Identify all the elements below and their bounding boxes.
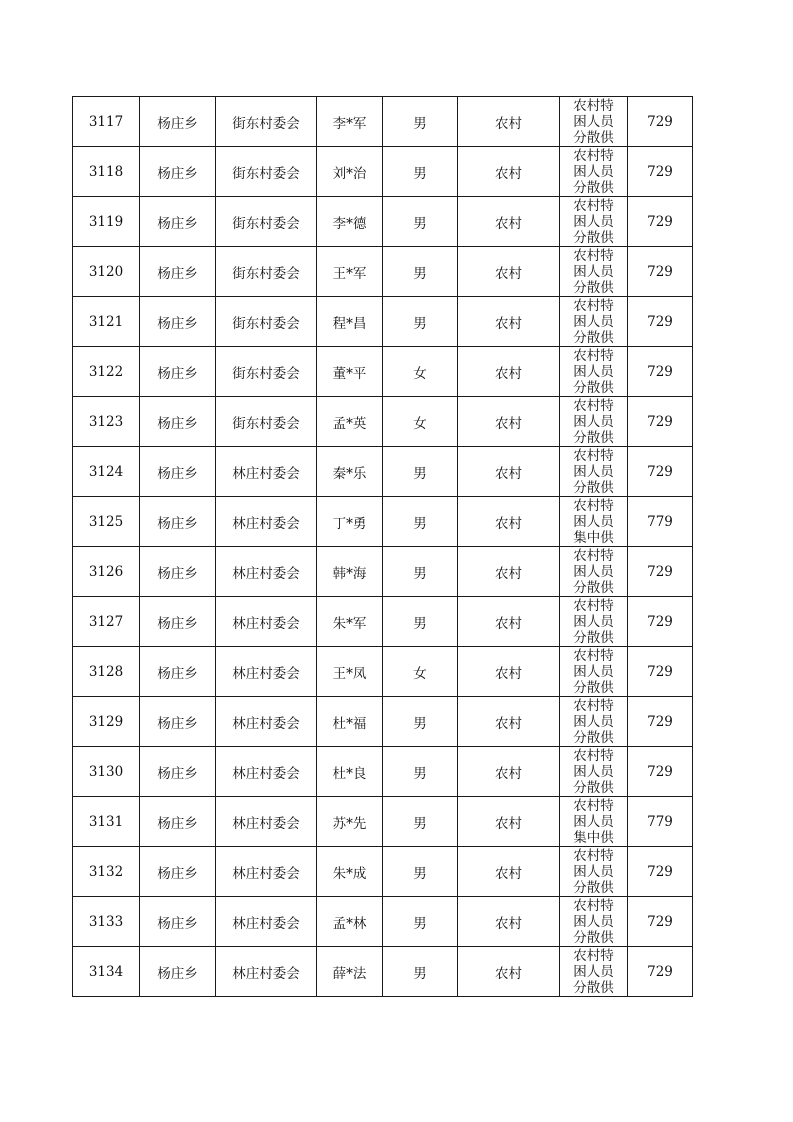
- row-amount: 729: [628, 647, 693, 697]
- row-village: 林庄村委会: [216, 847, 317, 897]
- row-township: 杨庄乡: [140, 697, 216, 747]
- row-id: 3124: [73, 447, 140, 497]
- row-name: 薛*法: [317, 947, 383, 997]
- row-village: 街东村委会: [216, 397, 317, 447]
- row-village: 林庄村委会: [216, 447, 317, 497]
- row-support-type-cell: [560, 247, 628, 297]
- row-area: 农村: [458, 847, 560, 897]
- row-support-type-cell: [560, 597, 628, 647]
- row-support-type-cell: [560, 697, 628, 747]
- row-name: 李*军: [317, 97, 383, 147]
- row-name: 韩*海: [317, 547, 383, 597]
- row-area: 农村: [458, 447, 560, 497]
- row-township: 杨庄乡: [140, 947, 216, 997]
- row-name: 杜*良: [317, 747, 383, 797]
- row-area: 农村: [458, 297, 560, 347]
- row-support-type-cell: [560, 297, 628, 347]
- row-support-type-cell: [560, 447, 628, 497]
- row-id: 3134: [73, 947, 140, 997]
- row-support-type: 农村特困人员分散供: [573, 748, 614, 795]
- row-id: 3132: [73, 847, 140, 897]
- row-name: 朱*军: [317, 597, 383, 647]
- row-support-type-cell: [560, 747, 628, 797]
- row-support-type-cell: [560, 147, 628, 197]
- row-id: 3117: [73, 97, 140, 147]
- row-village: 林庄村委会: [216, 947, 317, 997]
- row-support-type: 农村特困人员分散供: [573, 548, 614, 595]
- row-support-type: 农村特困人员分散供: [573, 298, 614, 345]
- row-name: 孟*林: [317, 897, 383, 947]
- row-village: 街东村委会: [216, 97, 317, 147]
- row-support-type-cell: [560, 947, 628, 997]
- row-id: 3121: [73, 297, 140, 347]
- table-row: [73, 247, 693, 297]
- row-township: 杨庄乡: [140, 747, 216, 797]
- row-name: 李*德: [317, 197, 383, 247]
- row-amount: 729: [628, 347, 693, 397]
- row-village: 林庄村委会: [216, 647, 317, 697]
- row-township: 杨庄乡: [140, 247, 216, 297]
- row-support-type: 农村特困人员分散供: [573, 648, 614, 695]
- table-row: [73, 447, 693, 497]
- row-township: 杨庄乡: [140, 397, 216, 447]
- row-support-type: 农村特困人员分散供: [573, 698, 614, 745]
- row-support-type: 农村特困人员分散供: [573, 598, 614, 645]
- row-amount: 729: [628, 147, 693, 197]
- row-support-type: 农村特困人员分散供: [573, 248, 614, 295]
- row-amount: 729: [628, 897, 693, 947]
- row-area: 农村: [458, 347, 560, 397]
- row-village: 林庄村委会: [216, 597, 317, 647]
- row-gender: 男: [383, 97, 458, 147]
- row-township: 杨庄乡: [140, 797, 216, 847]
- row-id: 3133: [73, 897, 140, 947]
- row-area: 农村: [458, 397, 560, 447]
- row-amount: 729: [628, 947, 693, 997]
- row-support-type-cell: [560, 497, 628, 547]
- row-area: 农村: [458, 597, 560, 647]
- row-amount: 729: [628, 847, 693, 897]
- row-support-type: 农村特困人员分散供: [573, 448, 614, 495]
- row-amount: 729: [628, 447, 693, 497]
- row-name: 丁*勇: [317, 497, 383, 547]
- row-amount: 729: [628, 97, 693, 147]
- row-area: 农村: [458, 247, 560, 297]
- row-area: 农村: [458, 547, 560, 597]
- row-support-type: 农村特困人员分散供: [573, 98, 614, 145]
- table-row: [73, 897, 693, 947]
- row-id: 3119: [73, 197, 140, 247]
- row-id: 3122: [73, 347, 140, 397]
- row-name: 朱*成: [317, 847, 383, 897]
- row-gender: 男: [383, 797, 458, 847]
- row-name: 秦*乐: [317, 447, 383, 497]
- row-id: 3125: [73, 497, 140, 547]
- row-area: 农村: [458, 797, 560, 847]
- row-amount: 729: [628, 247, 693, 297]
- row-support-type: 农村特困人员分散供: [573, 198, 614, 245]
- row-area: 农村: [458, 197, 560, 247]
- row-township: 杨庄乡: [140, 297, 216, 347]
- row-gender: 男: [383, 847, 458, 897]
- row-gender: 男: [383, 547, 458, 597]
- table-row: [73, 747, 693, 797]
- table-row: [73, 847, 693, 897]
- row-gender: 男: [383, 497, 458, 547]
- row-gender: 男: [383, 897, 458, 947]
- row-village: 街东村委会: [216, 297, 317, 347]
- row-township: 杨庄乡: [140, 347, 216, 397]
- row-area: 农村: [458, 647, 560, 697]
- row-gender: 男: [383, 697, 458, 747]
- row-gender: 男: [383, 597, 458, 647]
- row-amount: 729: [628, 747, 693, 797]
- row-id: 3131: [73, 797, 140, 847]
- row-amount: 779: [628, 497, 693, 547]
- row-support-type-cell: [560, 647, 628, 697]
- row-gender: 女: [383, 647, 458, 697]
- roster-body: [73, 97, 693, 997]
- row-township: 杨庄乡: [140, 547, 216, 597]
- row-area: 农村: [458, 697, 560, 747]
- row-gender: 男: [383, 447, 458, 497]
- table-row: [73, 697, 693, 747]
- row-support-type: 农村特困人员分散供: [573, 948, 614, 995]
- row-area: 农村: [458, 947, 560, 997]
- row-village: 林庄村委会: [216, 497, 317, 547]
- row-gender: 男: [383, 747, 458, 797]
- row-gender: 男: [383, 247, 458, 297]
- table-row: [73, 547, 693, 597]
- row-support-type-cell: [560, 547, 628, 597]
- row-id: 3118: [73, 147, 140, 197]
- row-support-type: 农村特困人员分散供: [573, 898, 614, 945]
- table-row: [73, 647, 693, 697]
- row-gender: 男: [383, 297, 458, 347]
- row-support-type-cell: [560, 397, 628, 447]
- row-support-type: 农村特困人员分散供: [573, 398, 614, 445]
- row-support-type-cell: [560, 197, 628, 247]
- row-support-type-cell: [560, 97, 628, 147]
- row-support-type: 农村特困人员分散供: [573, 848, 614, 895]
- row-township: 杨庄乡: [140, 647, 216, 697]
- row-amount: 729: [628, 297, 693, 347]
- row-village: 街东村委会: [216, 247, 317, 297]
- row-id: 3128: [73, 647, 140, 697]
- row-area: 农村: [458, 147, 560, 197]
- row-area: 农村: [458, 747, 560, 797]
- table-row: [73, 197, 693, 247]
- row-gender: 男: [383, 197, 458, 247]
- table-row: [73, 497, 693, 547]
- table-row: [73, 97, 693, 147]
- row-village: 街东村委会: [216, 147, 317, 197]
- row-id: 3129: [73, 697, 140, 747]
- row-amount: 729: [628, 397, 693, 447]
- row-amount: 729: [628, 697, 693, 747]
- row-id: 3123: [73, 397, 140, 447]
- row-township: 杨庄乡: [140, 197, 216, 247]
- row-gender: 女: [383, 397, 458, 447]
- row-id: 3120: [73, 247, 140, 297]
- row-village: 林庄村委会: [216, 697, 317, 747]
- row-village: 林庄村委会: [216, 797, 317, 847]
- row-township: 杨庄乡: [140, 897, 216, 947]
- table-row: [73, 597, 693, 647]
- row-name: 杜*福: [317, 697, 383, 747]
- row-support-type-cell: [560, 347, 628, 397]
- row-id: 3127: [73, 597, 140, 647]
- row-gender: 男: [383, 947, 458, 997]
- row-township: 杨庄乡: [140, 497, 216, 547]
- row-id: 3130: [73, 747, 140, 797]
- row-id: 3126: [73, 547, 140, 597]
- row-area: 农村: [458, 497, 560, 547]
- row-support-type: 农村特困人员集中供: [573, 798, 614, 845]
- table-row: [73, 947, 693, 997]
- table-row: [73, 397, 693, 447]
- row-support-type: 农村特困人员分散供: [573, 348, 614, 395]
- row-support-type: 农村特困人员分散供: [573, 148, 614, 195]
- row-area: 农村: [458, 897, 560, 947]
- table-row: [73, 347, 693, 397]
- row-area: 农村: [458, 97, 560, 147]
- row-gender: 女: [383, 347, 458, 397]
- row-amount: 729: [628, 597, 693, 647]
- table-row: [73, 297, 693, 347]
- row-village: 街东村委会: [216, 347, 317, 397]
- row-support-type-cell: [560, 897, 628, 947]
- row-name: 王*凤: [317, 647, 383, 697]
- row-village: 街东村委会: [216, 197, 317, 247]
- row-village: 林庄村委会: [216, 897, 317, 947]
- row-township: 杨庄乡: [140, 847, 216, 897]
- row-township: 杨庄乡: [140, 97, 216, 147]
- row-township: 杨庄乡: [140, 447, 216, 497]
- row-amount: 729: [628, 197, 693, 247]
- row-support-type-cell: [560, 847, 628, 897]
- table-row: [73, 147, 693, 197]
- row-township: 杨庄乡: [140, 147, 216, 197]
- row-amount: 729: [628, 547, 693, 597]
- row-name: 程*昌: [317, 297, 383, 347]
- row-support-type: 农村特困人员集中供: [573, 498, 614, 545]
- row-name: 王*军: [317, 247, 383, 297]
- row-gender: 男: [383, 147, 458, 197]
- row-name: 董*平: [317, 347, 383, 397]
- row-amount: 779: [628, 797, 693, 847]
- roster-table: [72, 96, 693, 997]
- row-name: 苏*先: [317, 797, 383, 847]
- table-row: [73, 797, 693, 847]
- row-village: 林庄村委会: [216, 547, 317, 597]
- row-name: 孟*英: [317, 397, 383, 447]
- row-support-type-cell: [560, 797, 628, 847]
- row-name: 刘*治: [317, 147, 383, 197]
- row-village: 林庄村委会: [216, 747, 317, 797]
- row-township: 杨庄乡: [140, 597, 216, 647]
